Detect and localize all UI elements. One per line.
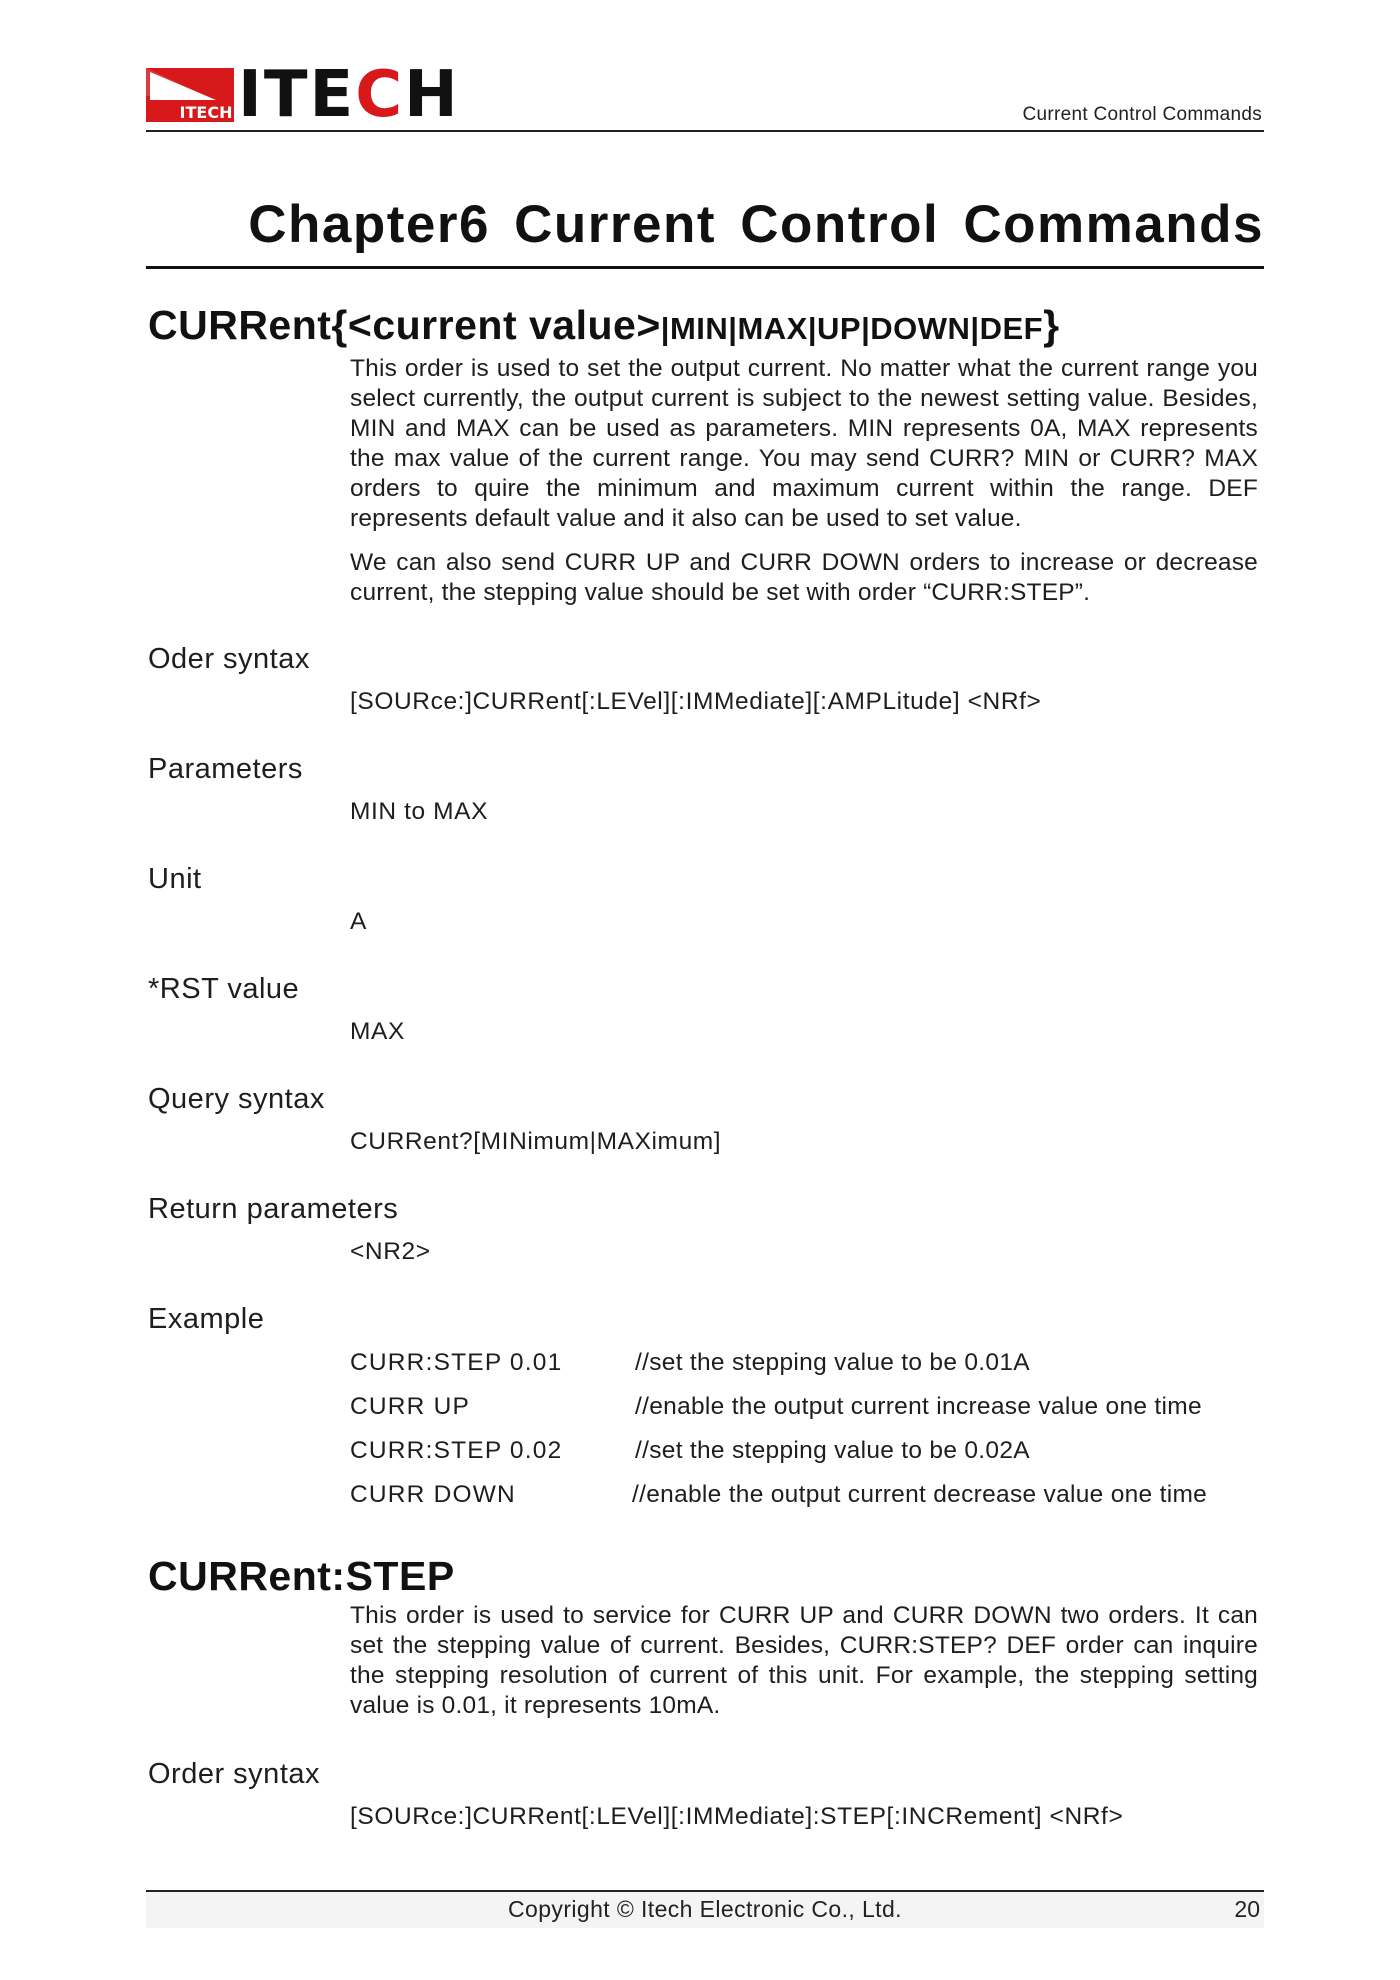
example-comment: //set the stepping value to be 0.01A (635, 1349, 1030, 1376)
curr-parameters: MIN to MAX (350, 798, 489, 825)
step-order-syntax-label: Order syntax (148, 1758, 320, 1790)
curr-heading-part1: CURRent{<current value> (148, 302, 661, 348)
example-command: CURR:STEP 0.02 (350, 1437, 563, 1464)
example-command: CURR DOWN (350, 1481, 516, 1508)
header-section-title: Current Control Commands (1022, 104, 1262, 125)
logo-text-accent: C (355, 58, 405, 132)
curr-unit: A (350, 908, 367, 935)
curr-return-label: Return parameters (148, 1193, 399, 1225)
curr-heading-part2: |MIN|MAX|UP|DOWN|DEF (660, 311, 1044, 346)
page-header (146, 58, 1264, 132)
curr-unit-label: Unit (148, 863, 202, 895)
logo-text-prefix: ITE (238, 58, 356, 132)
curr-rst-label: *RST value (148, 973, 300, 1005)
logo-small-text: ITECH (179, 103, 233, 122)
curr-order-syntax: [SOURce:]CURRent[:LEVel][:IMMediate][:AMPLitude] <NRf> (350, 688, 1042, 715)
example-command: CURR:STEP 0.01 (350, 1349, 563, 1376)
curr-command-heading (148, 302, 1059, 349)
curr-query-syntax: CURRent?[MINimum|MAXimum] (350, 1128, 722, 1155)
footer-copyright: Copyright © Itech Electronic Co., Ltd. (508, 1896, 902, 1922)
curr-description: This order is used to set the output current. No matter what the current range you select currently, the output current is subject to the newest setting value. Besides, MIN and MAX can be used as parameters. MIN represents 0A, MAX represents the max value of the current range. You may send CURR? MIN or CURR? MAX orders to quire the minimum and maximum current within the range. DEF represents default value and it also can be used to set value. (350, 355, 1258, 532)
curr-query-label: Query syntax (148, 1083, 325, 1115)
curr-step-heading (148, 1553, 455, 1600)
chapter-title: Chapter6 Current Control Commands (146, 190, 1264, 269)
example-comment: //enable the output current increase value one time (635, 1393, 1202, 1420)
example-comment: //set the stepping value to be 0.02A (635, 1437, 1030, 1464)
itech-logo (146, 58, 460, 132)
page-footer (146, 1890, 1264, 1928)
itech-logo-mark-icon (146, 66, 234, 124)
example-comment: //enable the output current decrease value one time (632, 1481, 1208, 1508)
curr-parameters-label: Parameters (148, 753, 303, 785)
curr-rst-value: MAX (350, 1018, 405, 1045)
page-number: 20 (1234, 1896, 1260, 1922)
curr-description-2: We can also send CURR UP and CURR DOWN orders to increase or decrease current, the stepping value should be set with order “CURR:STEP”. (350, 549, 1258, 606)
curr-step-description: This order is used to service for CURR UP and CURR DOWN two orders. It can set the stepping value of current. Besides, CURR:STEP? DEF order can inquire the stepping resolution of current of this unit. For example, the stepping setting value is 0.01, it represents 10mA. (350, 1602, 1258, 1719)
curr-order-syntax-label: Oder syntax (148, 643, 310, 675)
step-order-syntax: [SOURce:]CURRent[:LEVel][:IMMediate]:STEP[:INCRement] <NRf> (350, 1803, 1124, 1830)
curr-return-params: <NR2> (350, 1238, 431, 1265)
curr-heading-part3: } (1043, 302, 1060, 348)
example-command: CURR UP (350, 1393, 471, 1420)
curr-example-label: Example (148, 1303, 265, 1335)
curr-step-heading-text: CURRent:STEP (148, 1553, 455, 1599)
logo-text-suffix: H (404, 58, 460, 132)
logo-wordmark (238, 58, 460, 132)
